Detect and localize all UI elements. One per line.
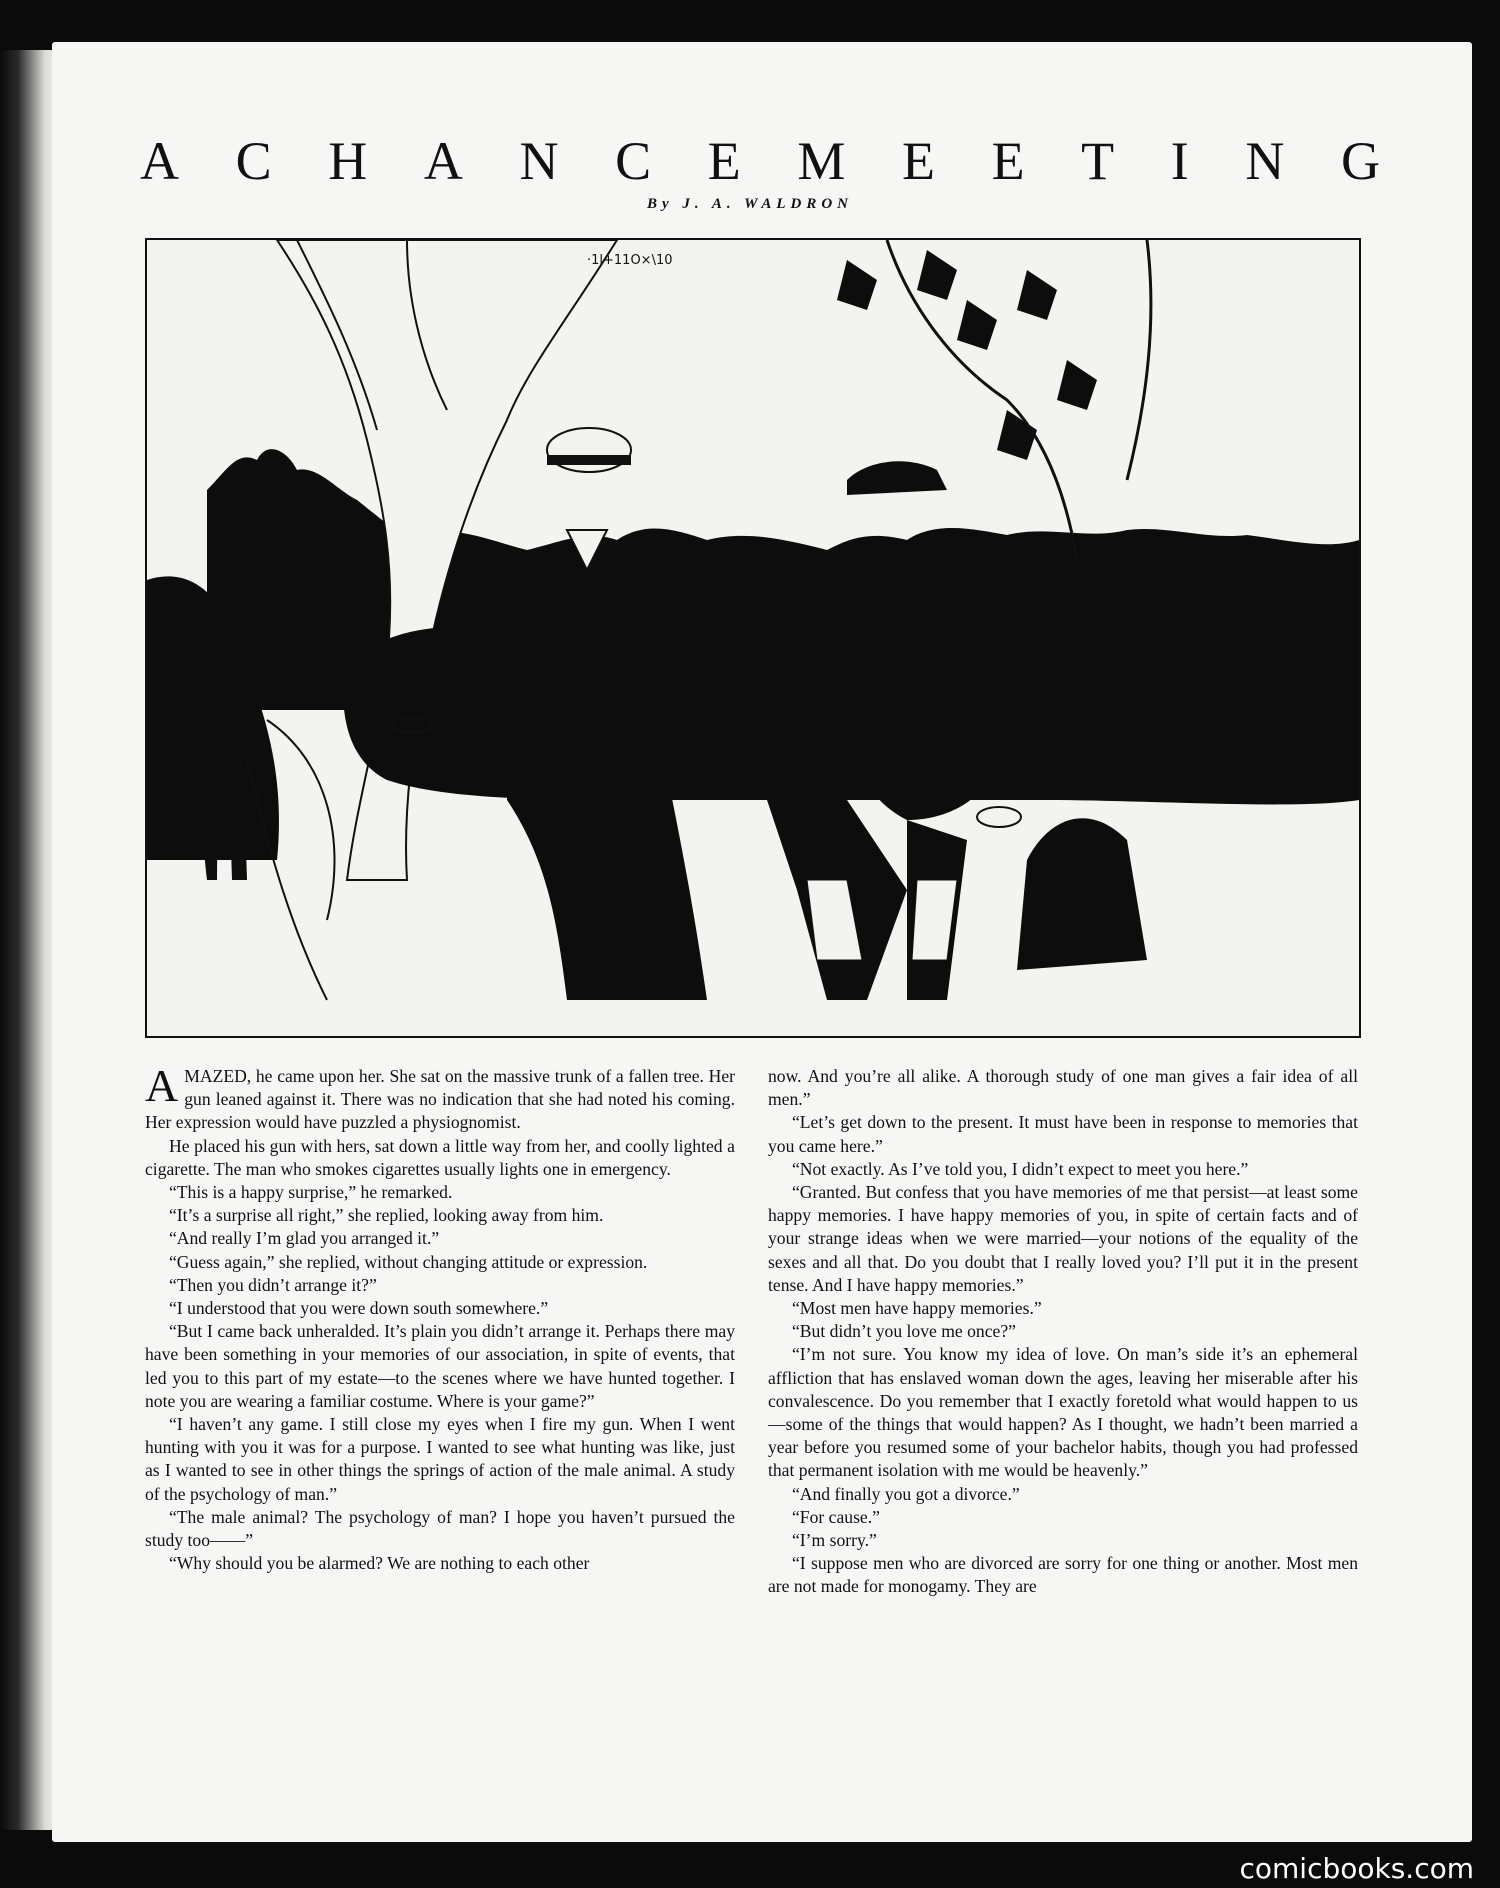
paragraph: “This is a happy surprise,” he remarked. <box>169 1182 453 1203</box>
paragraph-text: MAZED, he came upon her. She sat on the massive trunk of a fallen tree. Her gun leaned against it. There was no indication that she had noted his coming. Her expression would have puzzled a physiognomist. <box>145 1066 735 1133</box>
title-letter: G <box>1340 131 1380 191</box>
title-letter: H <box>328 131 368 191</box>
title-letter: T <box>1081 131 1115 191</box>
title-letter: A <box>140 131 179 191</box>
title-letter: N <box>519 131 559 191</box>
man-body <box>847 543 1001 820</box>
title-letter: E <box>991 131 1025 191</box>
couple-on-fallen-tree-illustration <box>147 240 1359 1036</box>
binding-shadow <box>0 50 60 1830</box>
paragraph: now. And you’re all alike. A thorough study of one man gives a fair idea of all men.” <box>768 1066 1358 1110</box>
woman-hat-band <box>547 455 631 465</box>
paragraph: “Most men have happy memories.” <box>792 1298 1042 1319</box>
title-letter: C <box>615 131 652 191</box>
title-letter: M <box>797 131 846 191</box>
text-column-right <box>768 1065 1358 1599</box>
title-letter: N <box>1245 131 1285 191</box>
paragraph: “Granted. But confess that you have memories of me that persist—at least some happy memories. I have happy memories of you, in spite of certain facts and of your strange ideas when we were married—your notions of the equality of the sexes and all that. Do you doubt that I really loved you? I’ll put it in the present tense. And I have happy memories.” <box>768 1182 1358 1295</box>
paragraph: “Not exactly. As I’ve told you, I didn’t expect to meet you here.” <box>792 1158 1249 1179</box>
article-title <box>140 130 1380 200</box>
paragraph: “I’m not sure. You know my idea of love. On man’s side it’s an ephemeral affliction that has enslaved woman down the ages, leaving her miserable after his convalescence. Do you remember that I exactly foretold what would happen to us—some of the things that would happen? As I thought, we hadn’t been married a year before you resumed some of your bachelor habits, though you had professed that permanent isolation with me would be heavenly.” <box>768 1344 1358 1481</box>
paragraph: “And finally you got a divorce.” <box>792 1483 1020 1504</box>
paragraph: “But didn’t you love me once?” <box>792 1321 1016 1342</box>
paragraph: “Then you didn’t arrange it?” <box>169 1274 377 1295</box>
article-illustration <box>145 238 1361 1038</box>
illustration-signature: ·1l+11O×\10 <box>587 253 673 268</box>
woman-hat <box>547 428 631 472</box>
title-letter: C <box>235 131 272 191</box>
paragraph: He placed his gun with hers, sat down a little way from her, and coolly lighted a cigarette. The man who smokes cigarettes usually lights one in emergency. <box>145 1135 735 1179</box>
tree-leaves <box>837 250 1097 460</box>
title-letter: A <box>423 131 463 191</box>
paragraph: “Guess again,” she replied, without changing attitude or expression. <box>169 1251 648 1272</box>
bag <box>1017 818 1147 970</box>
title-letter: E <box>901 131 935 191</box>
ground-ellipse <box>977 807 1021 827</box>
paragraph: “I haven’t any game. I still close my eyes when I fire my gun. When I went hunting with you it was for a purpose. I wanted to see what hunting was like, just as I wanted to see in other things the springs of action of the male animal. A study of the psychology of man.” <box>145 1414 735 1504</box>
paragraph: “I suppose men who are divorced are sorry for one thing or another. Most men are not made for monogamy. They are <box>768 1553 1358 1597</box>
title-letter: I <box>1170 131 1189 191</box>
article-byline: By J. A. WALDRON <box>647 196 853 212</box>
paragraph: “For cause.” <box>792 1506 880 1527</box>
title-letter: E <box>707 131 741 191</box>
paragraph: “And really I’m glad you arranged it.” <box>169 1228 440 1249</box>
paragraph: “I understood that you were down south somewhere.” <box>169 1298 549 1319</box>
man-cap <box>847 461 947 495</box>
drop-cap: A <box>145 1060 179 1111</box>
paragraph: “Let’s get down to the present. It must have been in response to memories that you came here.” <box>768 1112 1358 1156</box>
paragraph <box>145 1060 735 1135</box>
paragraph: “The male animal? The psychology of man? I hope you haven’t pursued the study too——” <box>145 1506 735 1551</box>
text-column-left <box>145 1060 735 1575</box>
paragraph: “I’m sorry.” <box>792 1530 877 1551</box>
paragraph: “Why should you be alarmed? We are nothing to each other <box>169 1553 590 1574</box>
paragraph: “It’s a surprise all right,” she replied, looking away from him. <box>169 1205 604 1226</box>
paragraph: “But I came back unheralded. It’s plain you didn’t arrange it. Perhaps there may have been something in your memories of our association, in spite of events, that led you to this part of my estate—to the scenes where we have hunted together. I note you are wearing a familiar costume. Where is your game?” <box>145 1321 735 1411</box>
watermark: comicbooks.com <box>1239 1852 1474 1885</box>
